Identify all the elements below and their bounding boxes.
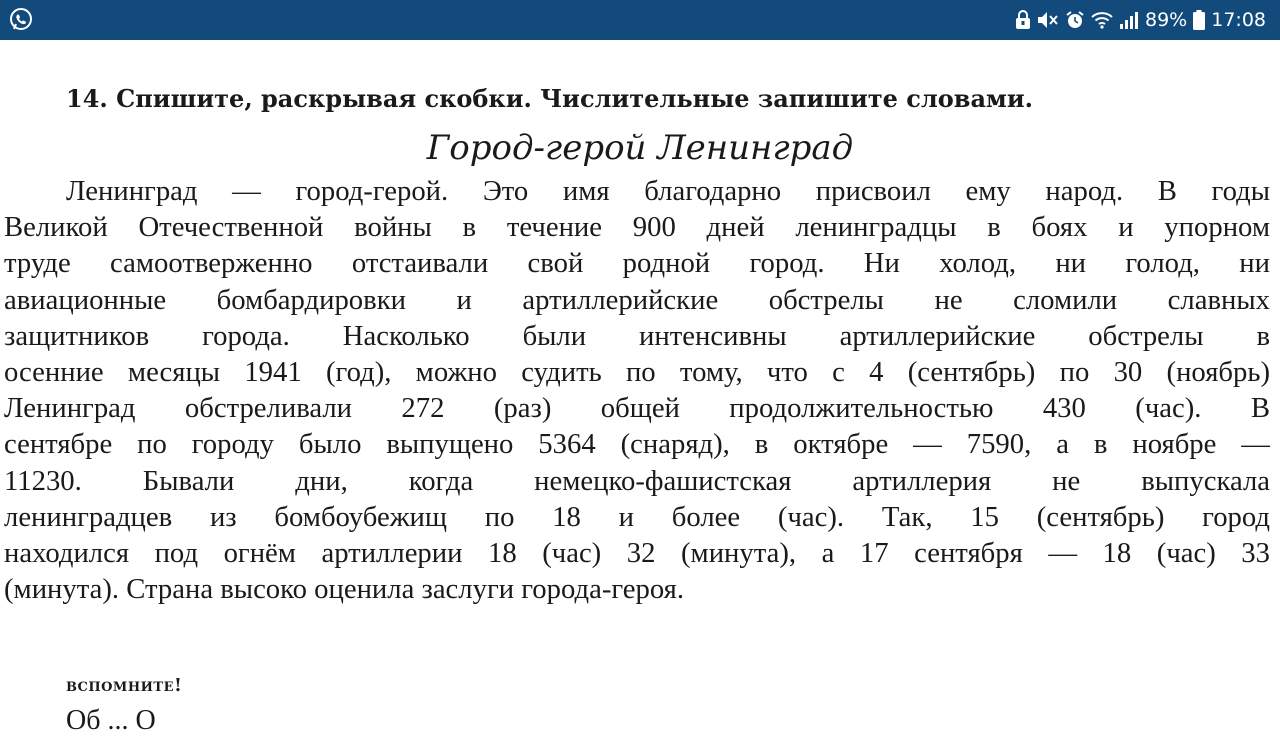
battery-icon [1193, 10, 1205, 30]
text-line: сентябре по городу было выпущено 5364 (снаряд), в октябре — 7590, а в ноябре — [4, 428, 1270, 461]
text-line: Ленинград обстреливали 272 (раз) общей продолжительностью 430 (час). В [4, 392, 1270, 425]
text-line: Великой Отечественной войны в течение 900 дней ленинградцы в боях и упорном [4, 211, 1270, 244]
text-line: находился под огнём артиллерии 18 (час) 32 (минута), а 17 сентября — 18 (час) 33 [4, 536, 1270, 569]
text-line: труде самоотверженно отстаивали свой родной город. Ни холод, ни голод, ни [4, 247, 1270, 280]
task-heading: 14. Спишите, раскрывая скобки. Числительные запишите словами. [66, 84, 1034, 113]
mute-icon [1037, 10, 1059, 30]
text-line: осенние месяцы 1941 (год), можно судить по тому, что с 4 (сентябрь) по 30 (ноябрь) [4, 355, 1270, 388]
remember-heading: вспомните! [66, 675, 183, 696]
lock-icon [1015, 10, 1031, 30]
text-title: Город-герой Ленинград [426, 128, 854, 168]
cut-off-line: Об ... О [66, 705, 156, 736]
text-line: защитников города. Насколько были интенсивны артиллерийские обстрелы в [4, 319, 1270, 352]
text-line: авиационные бомбардировки и артиллерийские обстрелы не сломили славных [4, 283, 1270, 316]
viber-icon[interactable] [8, 7, 34, 33]
text-line: ленинградцев из бомбоубежищ по 18 и более (час). Так, 15 (сентябрь) город [4, 500, 1270, 533]
wifi-icon [1091, 10, 1113, 30]
exercise-text [4, 173, 1270, 607]
text-line: Ленинград — город-герой. Это имя благодарно присвоил ему народ. В годы [66, 175, 1270, 207]
status-bar [0, 0, 1280, 40]
clock: 17:08 [1211, 9, 1266, 31]
text-line: 11230. Бывали дни, когда немецко-фашистская артиллерия не выпускала [4, 464, 1270, 497]
battery-percent: 89% [1145, 9, 1188, 31]
alarm-icon [1065, 10, 1085, 30]
signal-icon [1119, 10, 1139, 30]
text-line: (минута). Страна высоко оценила заслуги города-героя. [4, 573, 685, 606]
